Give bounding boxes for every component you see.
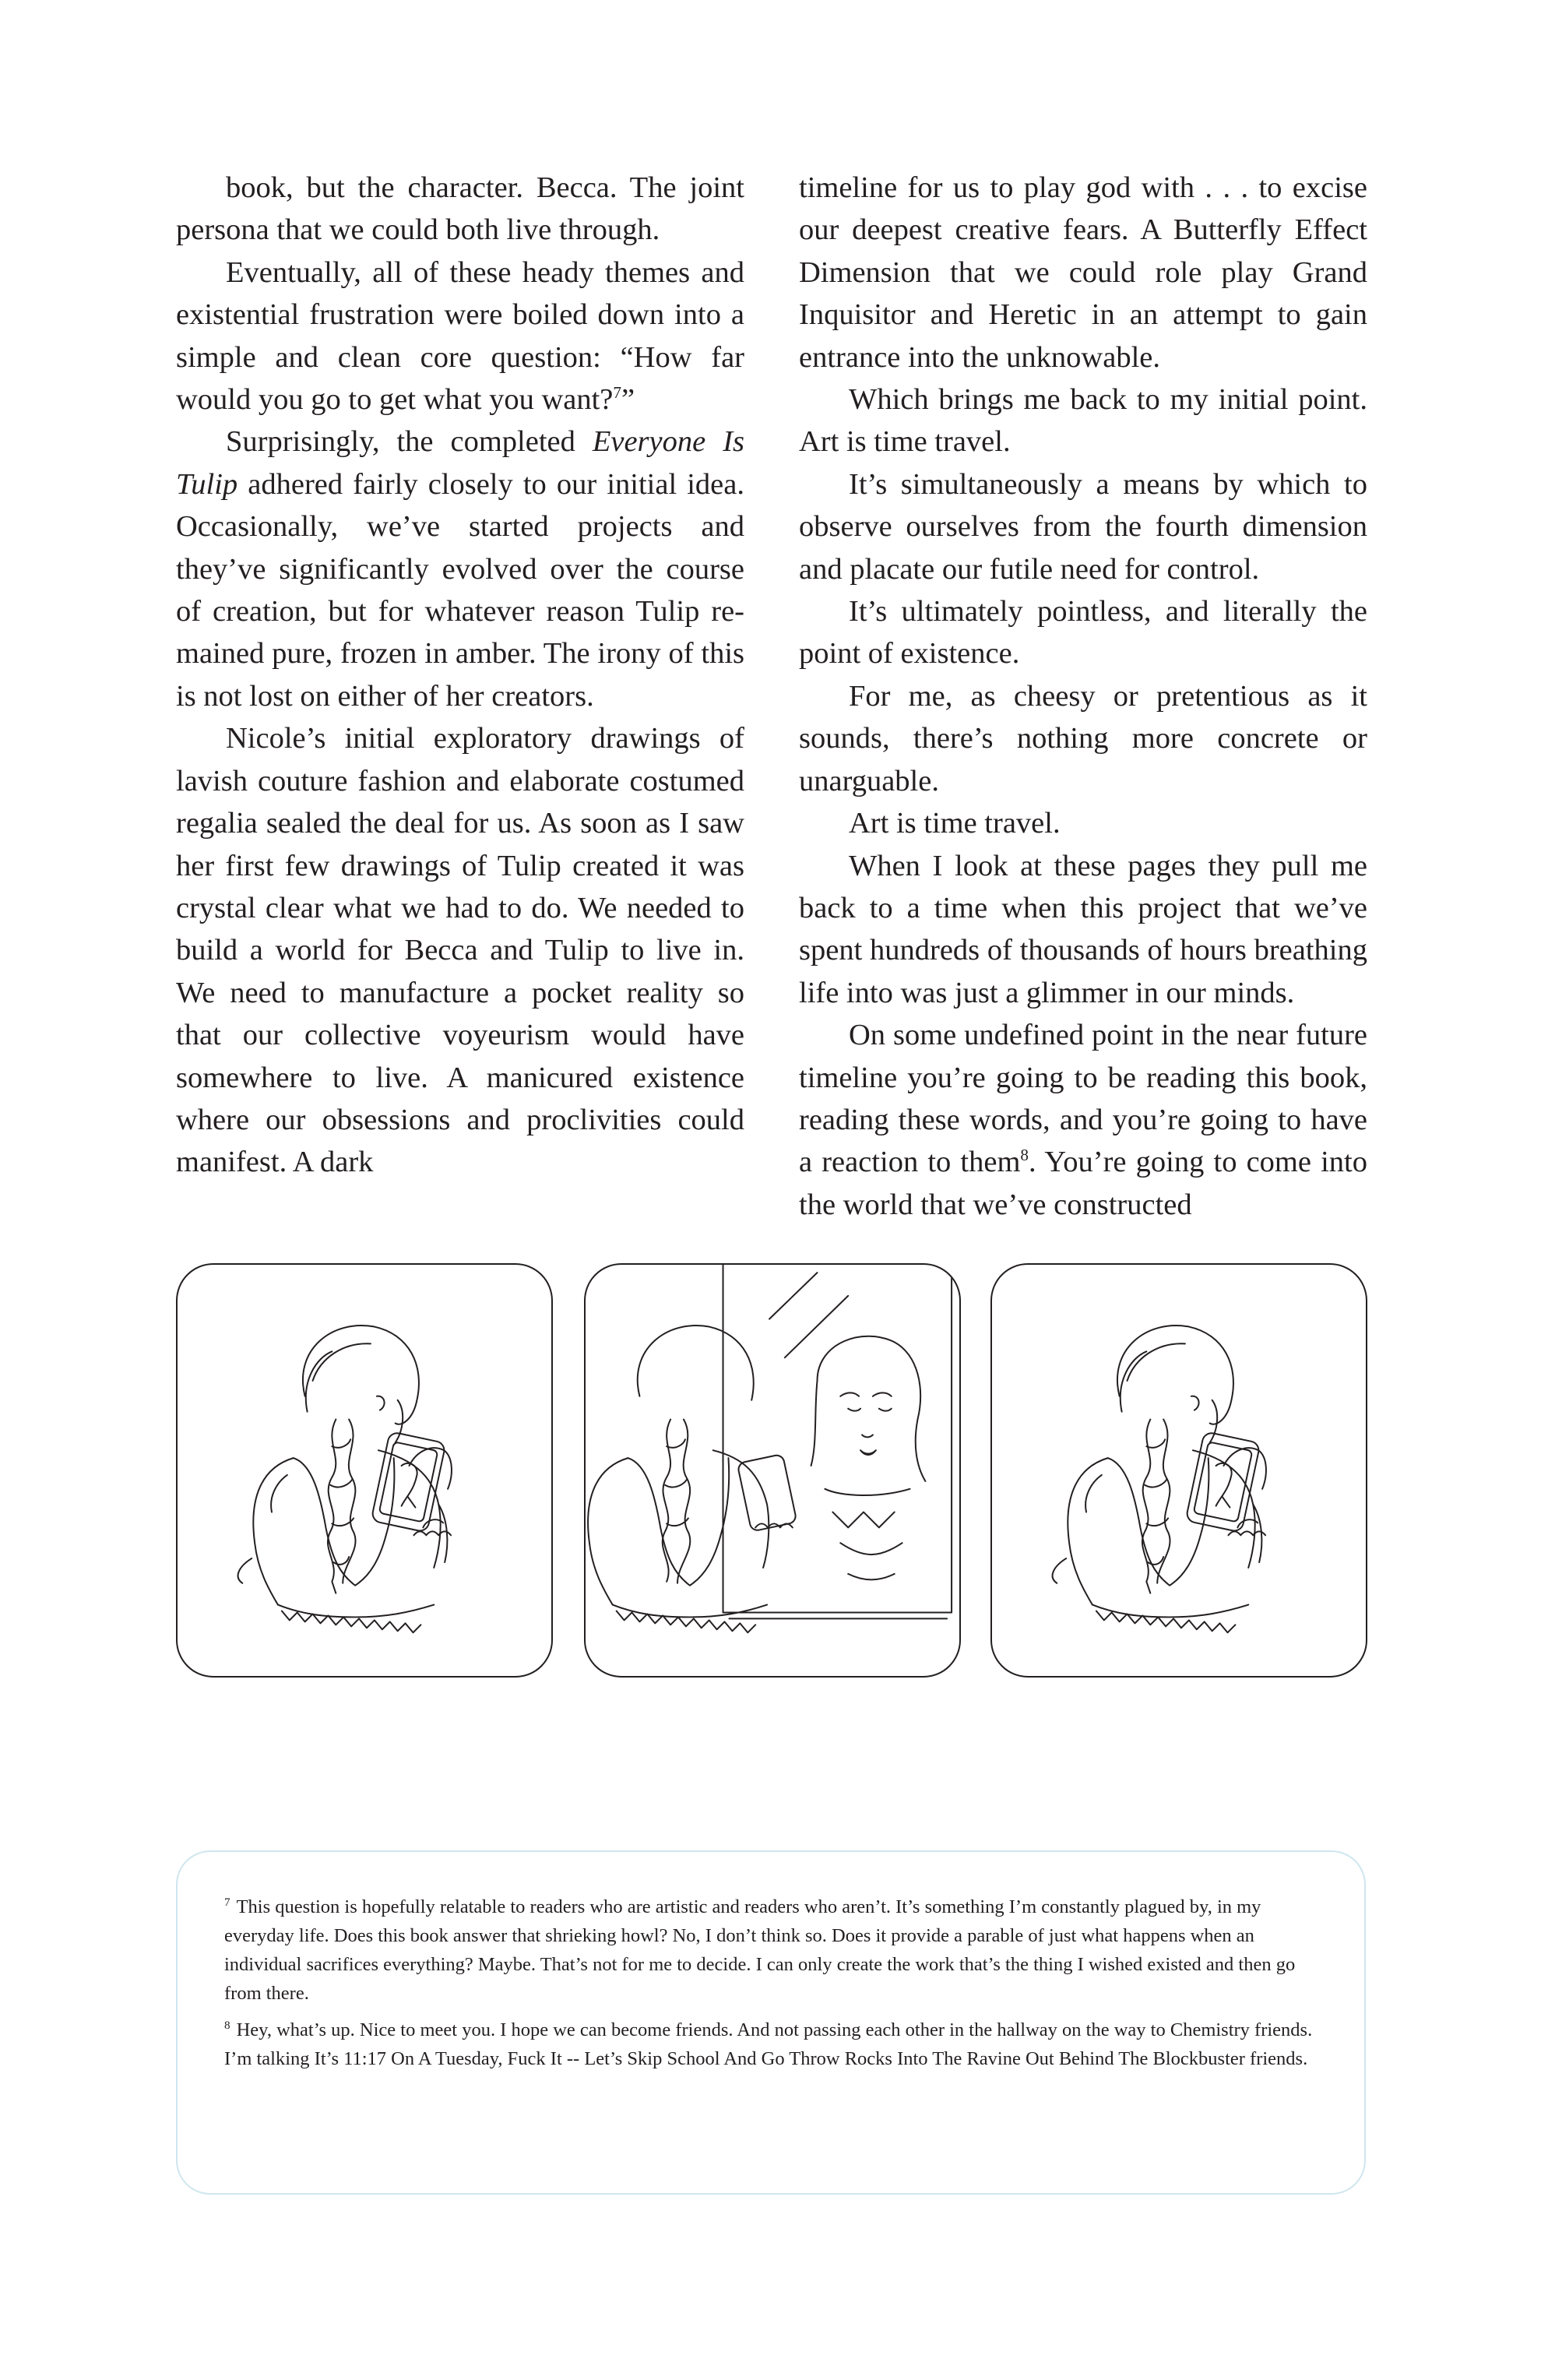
paragraph <box>799 590 1367 675</box>
footnote-marker: 7 <box>224 1895 230 1909</box>
paragraph-text: Art is time travel. <box>849 807 1061 840</box>
footnote-reference: 8 <box>1020 1146 1029 1165</box>
paragraph-text: It’s simultaneously a means by which to observe ourselves from the fourth dimension and placate our futile need for control. <box>799 467 1367 586</box>
girl-with-phone-illustration <box>178 1265 551 1676</box>
paragraph-text: book, but the character. Becca. The joint persona that we could both live through. <box>176 171 744 247</box>
paragraph-text: When I look at these pages they pull me back to a time when this project that we’ve spent hundreds of thousands of hours breathing life into was just a glimmer in our minds. <box>799 849 1367 1009</box>
girl-at-mirror-illustration <box>586 1265 959 1676</box>
paragraph-text: adhered fairly closely to our initial idea. Occasionally, we’ve started projects and they’ve significantly evolved over the course of creation, but for whatever reason Tulip remained pure, frozen in amber. The irony of this is not lost on either of her creators. <box>176 467 744 713</box>
illustration-panel-phone-right <box>990 1263 1367 1678</box>
footnote-8 <box>224 2016 1321 2073</box>
paragraph <box>799 463 1367 590</box>
paragraph <box>176 717 744 1183</box>
paragraph <box>799 167 1367 378</box>
paragraph <box>799 675 1367 802</box>
paragraph <box>799 802 1367 844</box>
footnotes-box <box>176 1850 1366 2195</box>
paragraph-text: . You’re going to come into the world that we’ve constructed <box>799 1146 1367 1221</box>
paragraph <box>799 1014 1367 1226</box>
book-title: Everyone Is Tulip <box>176 425 745 501</box>
paragraph-text: For me, as cheesy or pretentious as it sounds, there’s nothing more concrete or unarguable. <box>799 679 1367 797</box>
paragraph-text: timeline for us to play god with . . . to excise our deepest creative fears. A Butterfly Effect Dimension that we could role play Grand Inquisitor and Heretic in an attempt to gain entrance into the unknowable. <box>799 171 1367 374</box>
paragraph-text: Surprisingly, the completed <box>226 425 593 459</box>
paragraph-text: On some undefined point in the near future timeline you’re going to be reading this book, reading these words, and you’re going to have a reaction to them <box>799 1019 1367 1179</box>
paragraph <box>176 252 744 421</box>
girl-with-phone-illustration <box>992 1265 1366 1676</box>
paragraph-text: Nicole’s initial exploratory drawings of lavish couture fashion and elaborate costumed regalia sealed the deal for us. As soon as I saw her first few drawings of Tulip created it was crystal clear what we had to do. We needed to build a world for Becca and Tulip to live in. We need to manufacture a pocket reality so that our collective voyeurism would have somewhere to live. A manicured existence where our obsessions and proclivities could manifest. A dark <box>176 722 744 1179</box>
footnote-marker: 8 <box>224 2018 230 2032</box>
paragraph-text: It’s ultimately pointless, and literally the point of existence. <box>799 595 1367 671</box>
illustration-panel-mirror <box>584 1263 961 1678</box>
illustration-panel-phone-left <box>176 1263 553 1678</box>
paragraph <box>176 421 744 717</box>
text-column-left <box>176 167 744 1184</box>
paragraph-text: Which brings me back to my initial point. Art is time travel. <box>799 383 1367 459</box>
paragraph <box>799 845 1367 1015</box>
paragraph-text: ” <box>621 383 635 417</box>
footnote-text: This question is hopefully relatable to readers who are artistic and readers who aren’t. It’s something I’m constantly plagued by, in my everyday life. Does this book answer that shrieking howl? No, I don’t think so. Does it provide a parable of just what happens when an individual sacrifices everything? Maybe. That’s not for me to decide. I can only create the work that’s the thing I wished existed and then go from there. <box>224 1896 1296 2004</box>
footnote-text: Hey, what’s up. Nice to meet you. I hope we can become friends. And not passing each other in the hallway on the way to Chemistry friends. I’m talking It’s 11:17 On A Tuesday, Fuck It -- Let’s Skip School And Go Throw Rocks Into The Ravine Out Behind The Blockbuster friends. <box>224 2019 1313 2069</box>
paragraph <box>176 167 744 252</box>
paragraph <box>799 378 1367 463</box>
paragraph-text: Eventually, all of these heady themes and existential frustration were boiled down into a simple and clean core question: “How far would you go to get what you want? <box>176 255 744 417</box>
text-column-right <box>799 167 1367 1226</box>
footnote-reference: 7 <box>613 383 621 403</box>
footnote-7 <box>224 1892 1321 2008</box>
